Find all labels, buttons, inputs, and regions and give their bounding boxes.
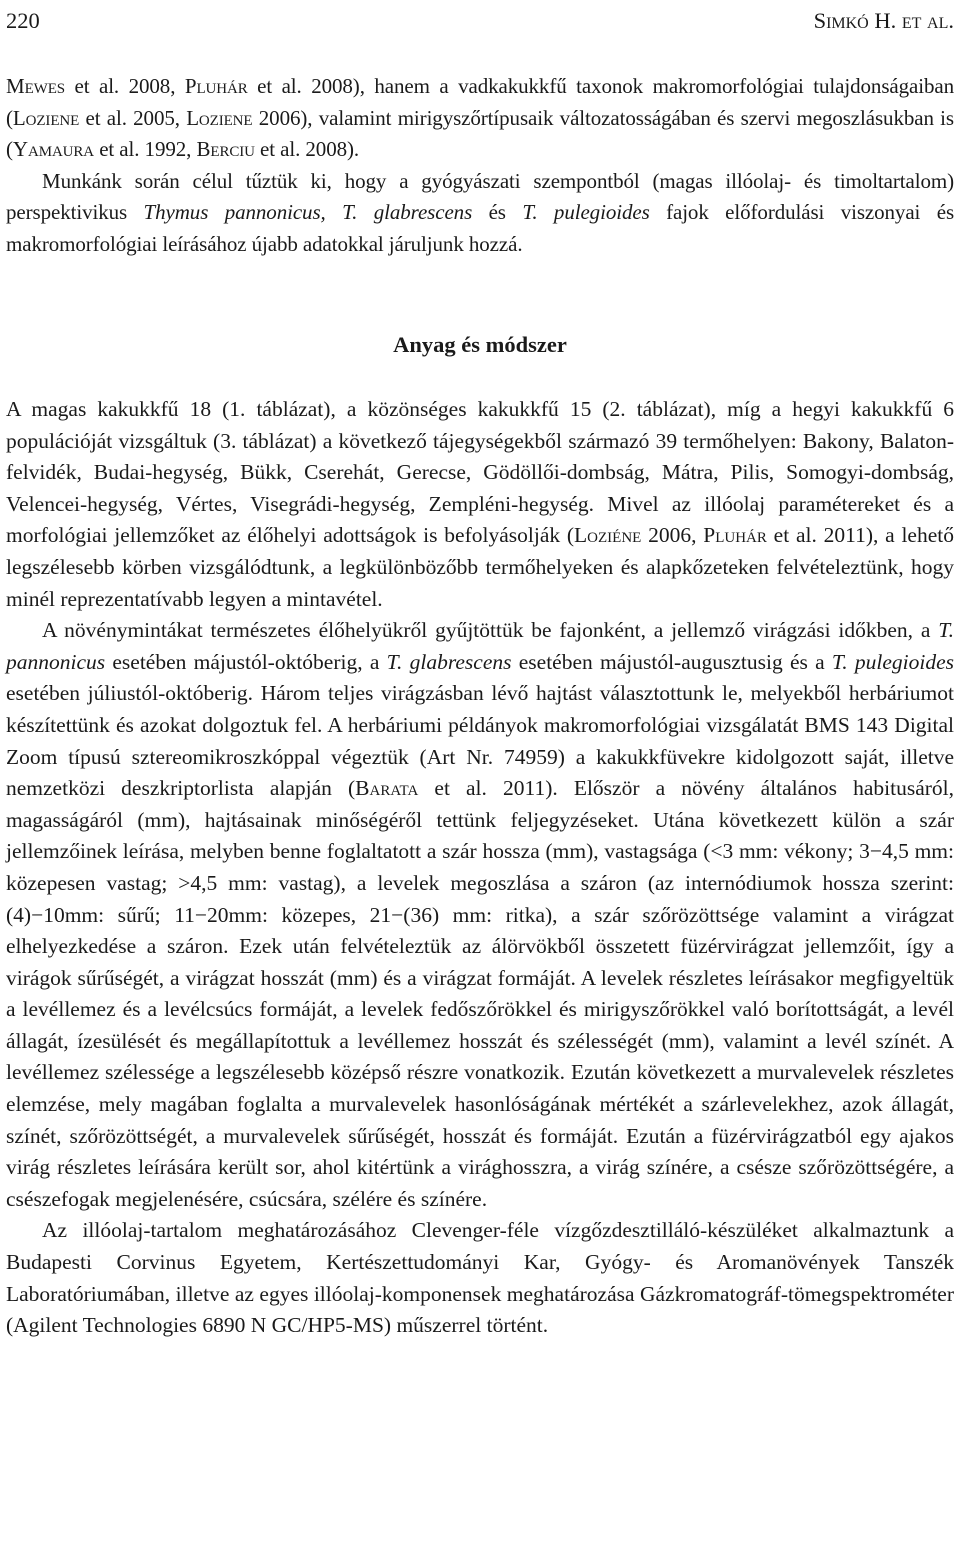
intro-paragraph-1: Mewes et al. 2008, Pluhár et al. 2008), hanem a vadkakukkfű taxonok makromorfológiai tulajdonságaiban (Loziene et al. 2005, Loziene 2006), valamint mirigyszőrtípusaik változatosságában és szervi megoszlásukban is (Yamaura et al. 1992, Berciu et al. 2008). [6, 74, 954, 162]
intro-section [6, 71, 954, 261]
methods-section [6, 394, 954, 1342]
section-title: Anyag és módszer [393, 332, 567, 357]
methods-paragraph-1: A magas kakukkfű 18 (1. táblázat), a közönséges kakukkfű 15 (2. táblázat), míg a hegyi kakukkfű 6 populációját vizsgáltuk (3. táblázat) a következő tájegységekből származó 39 termőhelyen: Bakony, Balaton-felvidék, Budai-hegység, Bükk, Cserehát, Gerecse, Gödöllői-dombság, Mátra, Pilis, Somogyi-dombság, Velencei-hegység, Vértes, Visegrádi-hegység, Zempléni-hegység. Mivel az illóolaj paramétereket és a morfológiai jellemzőket az élőhelyi adottságok is befolyásolják (Loziéne 2006, Pluhár et al. 2011), a lehető legszélesebb körben vizsgálódtunk, a legkülönbözőbb termőhelyeken és alapkőzeteken felvételeztünk, hogy minél reprezentatívabb legyen a mintavétel. [6, 397, 954, 611]
intro-paragraph-2: Munkánk során célul tűztük ki, hogy a gyógyászati szempontból (magas illóolaj- és timoltartalom) perspektivikus Thymus pannonicus, T. glabrescens és T. pulegioides fajok előfordulási viszonyai és makromorfológiai leírásához újabb adatokkal járuljunk hozzá. [6, 168, 955, 256]
running-author: Simkó H. et al. [813, 8, 954, 33]
methods-paragraph-2: A növénymintákat természetes élőhelyükről gyűjtöttük be fajonként, a jellemző virágzási időkben, a T. pannonicus esetében májustól-októberig, a T. glabrescens esetében májustól-augusztusig és a T. pulegioides esetében júliustól-októberig. Három teljes virágzásban lévő hajtást választottunk le, melyekből herbáriumot készítettünk és azokat dolgoztuk fel. A herbáriumi példányok makromorfológiai vizsgálatát BMS 143 Digital Zoom típusú sztereomikroszkóppal végeztük (Art Nr. 74959) a kakukkfüvekre kidolgozott saját, illetve nemzetközi deszkriptorlista alapján (Barata et al. 2011). Először a növény általános habitusáról, magasságáról (mm), hajtásainak minőségéről tettünk feljegyzéseket. Utána következett külön a szár jellemzőinek leírása, melyben benne foglaltatott a szár hossza (mm), vastagsága (<3 mm: vékony; 3−4,5 mm: közepesen vastag; >4,5 mm: vastag), a levelek megoszlása a száron (az internódiumok hossza szerint: (4)−10mm: sűrű; 11−20mm: közepes, 21−(36) mm: ritka), a szár szőrözöttsége valamint a virágzat elhelyezkedése a száron. Ezek után felvételeztük az álörvökből összetett füzérvirágzat jellemzőit, így a virágok sűrűségét, a virágzat hosszát (mm) és a virágzat formáját. A levelek részletes leírásakor megfigyeltük a levéllemez és a levélcsúcs formáját, a levelek fedőszőrökkel és mirigyszőrökkel való borítottságát, a levél állagát, ízesülését és megállapítottuk a levéllemez hosszát és szélességét (mm), valamint a levél színét. A levéllemez szélessége a legszélesebb középső részre vonatkozik. Ezután következett a murvalevelek részletes elemzése, mely magában foglalta a murvalevelek hasonlóságának mértékét a szárlevelekhez, azok állagát, színét, szőrözöttségét, a murvalevelek sűrűségét, hosszát és formáját. Ezután a füzérvirágzatból egy ajakos virág részletes leírására került sor, ahol kitértünk a virághosszra, a virág színére, a csésze szőrözöttségére, a csészefogak megjelenésére, csúcsára, szélére és színére. [6, 618, 955, 1211]
running-header [6, 6, 954, 36]
page-number: 220 [6, 8, 40, 33]
methods-paragraph-3: Az illóolaj-tartalom meghatározásához Clevenger-féle vízgőzdesztilláló-készüléket alkalmaztunk a Budapesti Corvinus Egyetem, Kertészettudományi Kar, Gyógy- és Aromanövények Tanszék Laboratóriumában, illetve az egyes illóolaj-komponensek meghatározása Gázkromatográf-tömegspektrométer (Agilent Technologies 6890 N GC/HP5-MS) műszerrel történt. [6, 1218, 954, 1338]
